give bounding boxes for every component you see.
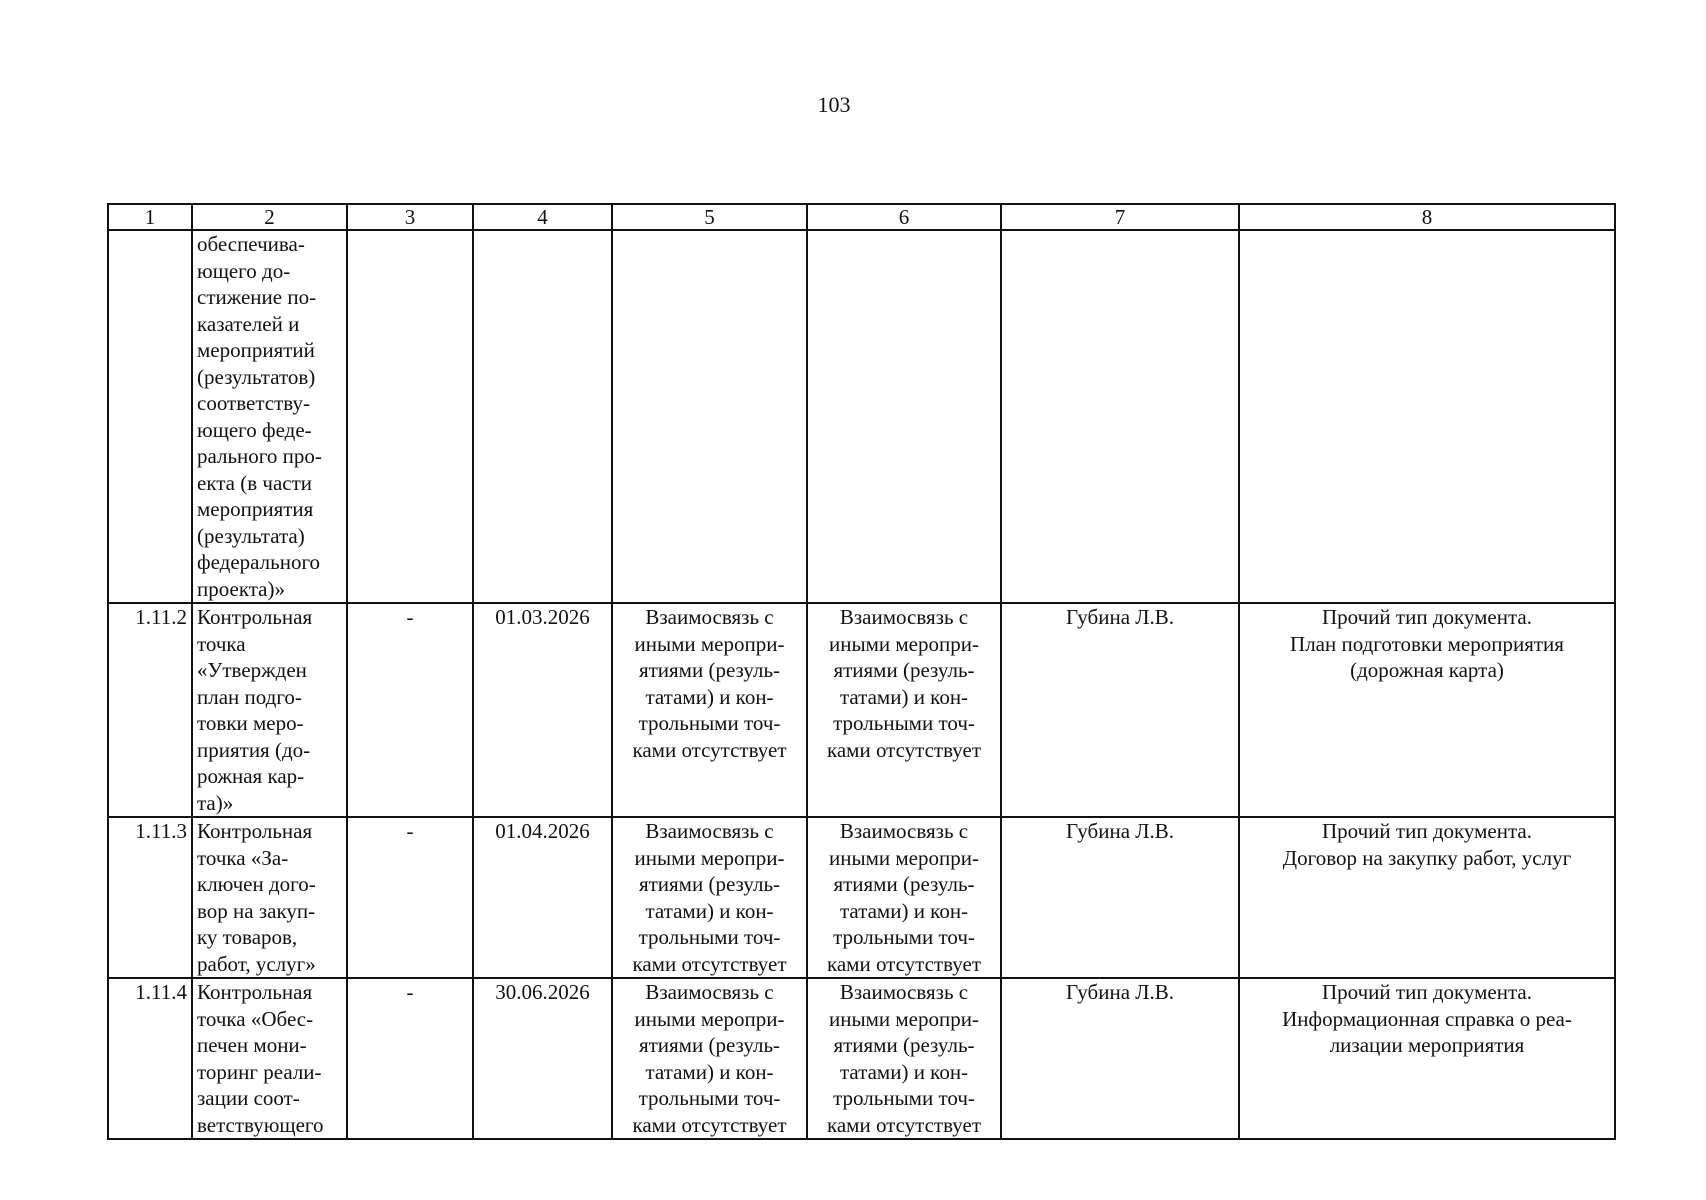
table-row [108,817,1615,978]
text-line: Взаимосвязь с [645,819,774,843]
document-type-cell [1239,817,1615,978]
text-line: ятиями (резуль- [638,1033,781,1057]
text-line: иными меропри- [829,845,979,870]
text-line: Контрольная [197,819,313,843]
text-line: точка «Обес- [197,1006,314,1031]
text-line: приятия (до- [197,737,311,762]
text-line: зации соот- [197,1086,300,1110]
text-line: трольными точ- [833,1086,975,1110]
text-line: ятиями (резуль- [638,872,781,896]
relation-cell-2 [807,817,1001,978]
relation-cell [612,230,807,603]
column-header-1: 1 [108,204,192,230]
text-line: печен мони- [197,1033,307,1057]
text-line: Взаимосвязь с [839,605,969,629]
text-line: Договор на закупку работ, услуг [1282,845,1572,870]
text-line: ками отсутствует [826,1112,982,1137]
event-name-cell [192,603,347,817]
column-header-3: 3 [347,204,473,230]
column-header-6: 6 [807,204,1001,230]
text-line: татами) и кон- [839,898,969,923]
row-number-cell: 1.11.4 [108,978,192,1139]
table-row [108,978,1615,1139]
text-line: точка [197,631,246,656]
text-line: ятиями (резуль- [638,658,781,682]
text-line: точка «За- [197,845,289,870]
text-line: татами) и кон- [839,1059,969,1084]
document-type-cell [1239,978,1615,1139]
text-line: Контрольная [197,605,313,629]
text-line: та)» [197,790,234,815]
relation-cell-2 [807,230,1001,603]
text-line: стижение по- [197,285,317,309]
event-name-cell [192,230,347,603]
responsible-cell [1001,230,1239,603]
relation-cell [612,603,807,817]
text-line: иными меропри- [634,1006,785,1031]
text-line: рожная кар- [197,764,305,788]
text-line: иными меропри- [634,631,785,656]
text-line: ключен дого- [197,872,316,896]
text-line: ками отсутствует [632,1112,787,1137]
text-line: ками отсутствует [826,951,982,976]
text-line: мероприятий [197,338,315,362]
relation-cell-2 [807,603,1001,817]
table-body [108,230,1615,1139]
text-line: трольными точ- [638,711,781,735]
column-3-cell: - [347,817,473,978]
plan-table [107,203,1616,1140]
text-line: (дорожная карта) [1350,658,1504,682]
column-3-cell: - [347,978,473,1139]
text-line: иными меропри- [829,1006,979,1031]
column-header-4: 4 [473,204,612,230]
text-line: татами) и кон- [645,684,774,709]
table-row [108,603,1615,817]
column-header-5: 5 [612,204,807,230]
text-line: Информационная справка о реа- [1282,1006,1572,1031]
row-number-cell: 1.11.2 [108,603,192,817]
text-line: (результатов) [197,364,316,389]
table-row [108,230,1615,603]
text-line: татами) и кон- [645,1059,774,1084]
text-line: план подго- [197,684,302,709]
text-line: Взаимосвязь с [839,980,969,1004]
text-line: соответству- [197,391,310,415]
responsible-cell: Губина Л.В. [1001,603,1239,817]
text-line: проекта)» [197,576,285,601]
text-line: трольными точ- [638,1086,781,1110]
table-header [108,204,1615,230]
document-type-cell [1239,230,1615,603]
text-line: торинг реали- [197,1059,322,1084]
column-header-8: 8 [1239,204,1615,230]
text-line: План подготовки мероприятия [1290,631,1564,656]
column-3-cell [347,230,473,603]
column-header-2: 2 [192,204,347,230]
text-line: ками отсутствует [632,951,787,976]
text-line: рального про- [197,444,322,468]
event-name-cell [192,978,347,1139]
relation-cell-2 [807,978,1001,1139]
text-line: татами) и кон- [839,684,969,709]
text-line: ками отсутствует [632,737,787,762]
text-line: (результата) [197,523,305,548]
text-line: «Утвержден [197,658,307,682]
text-line: лизации мероприятия [1329,1033,1525,1057]
date-cell [473,230,612,603]
text-line: мероприятия [197,497,314,521]
text-line: ками отсутствует [826,737,982,762]
text-line: ющего феде- [197,417,312,442]
text-line: татами) и кон- [645,898,774,923]
text-line: трольными точ- [833,711,975,735]
text-line: иными меропри- [634,845,785,870]
header-row [108,204,1615,230]
relation-cell [612,817,807,978]
text-line: Прочий тип документа. [1322,605,1532,629]
text-line: работ, услуг» [197,951,316,976]
text-line: Прочий тип документа. [1322,980,1532,1004]
text-line: федерального [197,550,321,574]
text-line: ветствующего [197,1112,324,1137]
text-line: Взаимосвязь с [645,980,774,1004]
text-line: товки меро- [197,711,304,735]
page-number: 103 [817,92,851,117]
text-line: казателей и [197,311,300,336]
document-type-cell [1239,603,1615,817]
responsible-cell: Губина Л.В. [1001,978,1239,1139]
text-line: екта (в части [197,470,313,495]
column-3-cell: - [347,603,473,817]
event-name-cell [192,817,347,978]
text-line: Контрольная [197,980,313,1004]
text-line: ющего до- [197,258,291,283]
date-cell: 01.03.2026 [473,603,612,817]
text-line: ку товаров, [197,925,298,949]
relation-cell [612,978,807,1139]
text-line: ятиями (резуль- [833,1033,975,1057]
date-cell: 30.06.2026 [473,978,612,1139]
text-line: обеспечива- [197,232,305,256]
text-line: трольными точ- [833,925,975,949]
text-line: ятиями (резуль- [833,872,975,896]
text-line: иными меропри- [829,631,979,656]
row-number-cell: 1.11.3 [108,817,192,978]
responsible-cell: Губина Л.В. [1001,817,1239,978]
date-cell: 01.04.2026 [473,817,612,978]
row-number-cell [108,230,192,603]
text-line: Взаимосвязь с [839,819,969,843]
text-line: Прочий тип документа. [1322,819,1532,843]
text-line: Взаимосвязь с [645,605,774,629]
text-line: трольными точ- [638,925,781,949]
text-line: вор на закуп- [197,898,316,923]
column-header-7: 7 [1001,204,1239,230]
text-line: ятиями (резуль- [833,658,975,682]
